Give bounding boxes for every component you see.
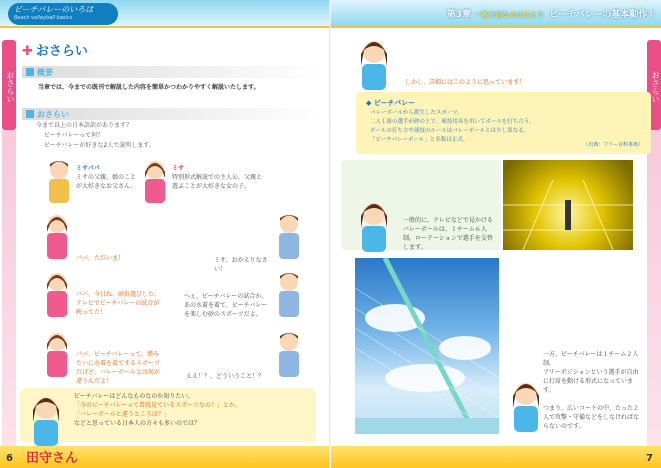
narrator-avatar [353,198,395,252]
definition-line: バレーボールから派生したスポーツ。 [370,110,463,116]
series-logo [8,3,118,25]
square-icon [26,110,34,118]
section-heading-review: おさらい [26,109,69,120]
daughter-desc: 特別形式解説での主人公。父親と遊ぶことが大好きな女の子。 [172,174,263,190]
chapter-number: 第3章 [446,10,471,20]
definition-line: ボールの打ち方や球技のルールはバレーボールとは少し異なる。 [370,128,530,134]
dialogue-father-2: へぇ、ビーチバレーの試合か。あの水着を着て、ビーチバレーを楽しむ砂のスポーツだよ。 [184,293,268,318]
left-page [0,0,330,468]
diamond-icon: ◆ [366,99,374,107]
right-page [331,0,661,468]
father-avatar [274,212,304,262]
definition-line: 二人１組の選手が砂の上で、球技用具を用いてボールを打ち合う。 [370,119,535,125]
definition-source: （出典：フリー百科事典） [583,142,643,148]
definition-box [356,92,651,154]
daughter-name: ミサ [172,165,185,172]
narrator-avatar [26,392,66,446]
indoor-court-photo [503,160,633,250]
side-tab-left: おさらい [2,40,16,130]
daughter-intro [172,164,262,191]
daughter-avatar [42,212,72,262]
father-avatar [274,270,304,320]
intro-text: しかし、詳細にはこのように思っています！ [405,79,526,86]
daughter-avatar [42,270,72,320]
daughter-avatar [140,158,170,204]
page-number-right: 7 [646,453,653,464]
father-avatar [274,330,304,380]
narrator-line-4: などと思っている日本人の方々も多いのでは？ [74,420,201,427]
overview-text: 当章では、今までの既刊で解説した内容を簡単かつわかりやすく解説いたします。 [38,84,260,91]
question-1: 今まで以上の日本語訳があります？ [36,122,133,129]
section-heading-overview: 概要 [26,67,53,78]
question-3: ビーチバレーが好きな2人で説明します。 [44,142,155,149]
page-number-left: 6 [6,453,13,464]
father-desc: ミサの父親、娘のことが大好きなお父さん。 [76,174,137,190]
square-icon [26,68,34,76]
chapter-heading [447,7,655,20]
narrator-avatar [353,36,395,90]
indoor-volleyball-text: 一般的に、テレビなどで見かけるバレーボールは、１チーム６人制。ローテーションで選手を交替します。 [403,217,493,251]
father-avatar [44,158,74,204]
father-intro [76,164,138,191]
dialogue-daughter-2: パパ、今日ね、砂浜遊びした。テレビでビーチバレーの試合が映ってた！ [76,291,161,316]
side-decor-right [647,130,661,460]
logo-subtitle: Beach volleyball basics [14,15,73,21]
narrator-avatar [505,378,547,432]
right-footer [331,446,661,468]
footer-name: 田守さん [26,451,79,466]
definition-line: 「ビーチバレーボール」と名称は正式。 [370,137,469,143]
definition-title: ◆ ビーチバレー [366,99,416,107]
left-header [0,0,330,28]
daughter-avatar [42,330,72,380]
beach-text-3: つまり、広いコートの中、たった２人で攻撃・守備などをしなければならないのです。 [543,405,640,430]
father-name: ミサパパ [76,165,100,172]
side-tab-right: おさらい [647,40,661,130]
narrator-text [74,392,314,428]
star-icon: ✚ [22,44,33,59]
narrator-line-3: 「バレーボールと違うところは？」 [74,411,170,418]
question-2: ビーチバレーって何？ [44,132,104,139]
chapter-tag: 一番大切なのはゆとり [474,11,545,19]
dialogue-daughter-1: パパ、ただいま！ [76,255,125,262]
section-bar-overview [22,66,322,78]
beach-text-2: フリーポジションという選手が自由に打席を動ける形式になっています。 [543,369,639,394]
page-title: ✚ おさらい [22,44,88,59]
definition-lines [370,109,640,145]
side-decor-left [2,130,16,460]
beach-net-photo [355,258,499,434]
narrator-line-2: 「今のビーチバレーって普段見ているスポーツなの！」とか、 [74,402,241,409]
dialogue-father-3: ええ！？、どういうこと！？ [186,373,265,380]
chapter-title: ビーチバレーの基本動作① [549,10,655,20]
beach-text-1: 一方、ビーチバレーは１チーム２人制。 [543,351,639,367]
dialogue-father-1: ミサ、おかえりなさい！ [214,257,268,273]
logo-title: ビーチバレーのいろは [14,5,94,14]
narrator-line-1: ビーチバレーはどんなものなのか知りたい。 [74,393,194,400]
dialogue-daughter-3: パパ、ビーチバレーって、僕みたいに水着を着てするスポーツだけど、バレーボールとは何が違うんだよ！ [76,351,160,385]
right-header [331,0,661,28]
